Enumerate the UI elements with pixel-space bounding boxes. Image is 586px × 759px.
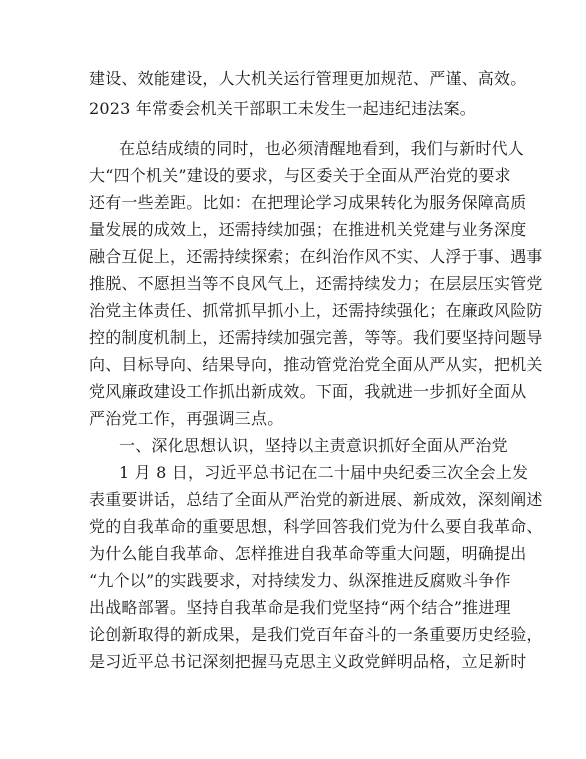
section-heading: 一、深化思想认识，坚持以主责意识抓好全面从严治党 — [119, 436, 508, 455]
paragraph-line: 建设、效能建设，人大机关运行管理更加规范、严谨、高效。 — [89, 69, 527, 88]
paragraph-line: 严治党工作，再强调三点。 — [89, 409, 284, 428]
paragraph-line: 量发展的成效上，还需持续加强；在推进机关党建与业务深度 — [89, 220, 527, 239]
paragraph-line: 1 月 8 日，习近平总书记在二十届中央纪委三次全会上发 — [119, 463, 529, 482]
paragraph-line: 还有一些差距。比如：在把理论学习成果转化为服务保障高质 — [89, 193, 527, 212]
paragraph-line: 表重要讲话，总结了全面从严治党的新进展、新成效，深刻阐述 — [89, 490, 543, 509]
paragraph-line: 控的制度机制上，还需持续加强完善，等等。我们要坚持问题导 — [89, 328, 543, 347]
paragraph-line: 党的自我革命的重要思想，科学回答我们党为什么要自我革命、 — [89, 517, 543, 536]
paragraph-line: 融合互促上，还需持续探索；在纠治作风不实、人浮于事、遇事 — [89, 247, 543, 266]
paragraph-line: 出战略部署。坚持自我革命是我们党坚持“两个结合”推进理 — [89, 598, 511, 617]
paragraph-line: 推脱、不愿担当等不良风气上，还需持续发力；在层层压实管党 — [89, 274, 543, 293]
paragraph-line: 2023 年常委会机关干部职工未发生一起违纪违法案。 — [89, 99, 477, 118]
paragraph-line: 论创新取得的新成果，是我们党百年奋斗的一条重要历史经验， — [89, 625, 543, 644]
paragraph-line: 党风廉政建设工作抓出新成效。下面，我就进一步抓好全面从 — [89, 382, 527, 401]
paragraph-line: 向、目标导向、结果导向，推动管党治党全面从严从实，把机关 — [89, 355, 543, 374]
paragraph-line: 在总结成绩的同时，也必须清醒地看到，我们与新时代人 — [119, 139, 525, 158]
paragraph-line: 大“四个机关”建设的要求，与区委关于全面从严治党的要求 — [89, 166, 511, 185]
paragraph-line: 是习近平总书记深刻把握马克思主义政党鲜明品格，立足新时 — [89, 652, 527, 671]
paragraph-line: 治党主体责任、抓常抓早抓小上，还需持续强化；在廉政风险防 — [89, 301, 543, 320]
paragraph-line: 为什么能自我革命、怎样推进自我革命等重大问题，明确提出 — [89, 544, 527, 563]
paragraph-line: “九个以”的实践要求，对持续发力、纵深推进反腐败斗争作 — [89, 571, 511, 590]
